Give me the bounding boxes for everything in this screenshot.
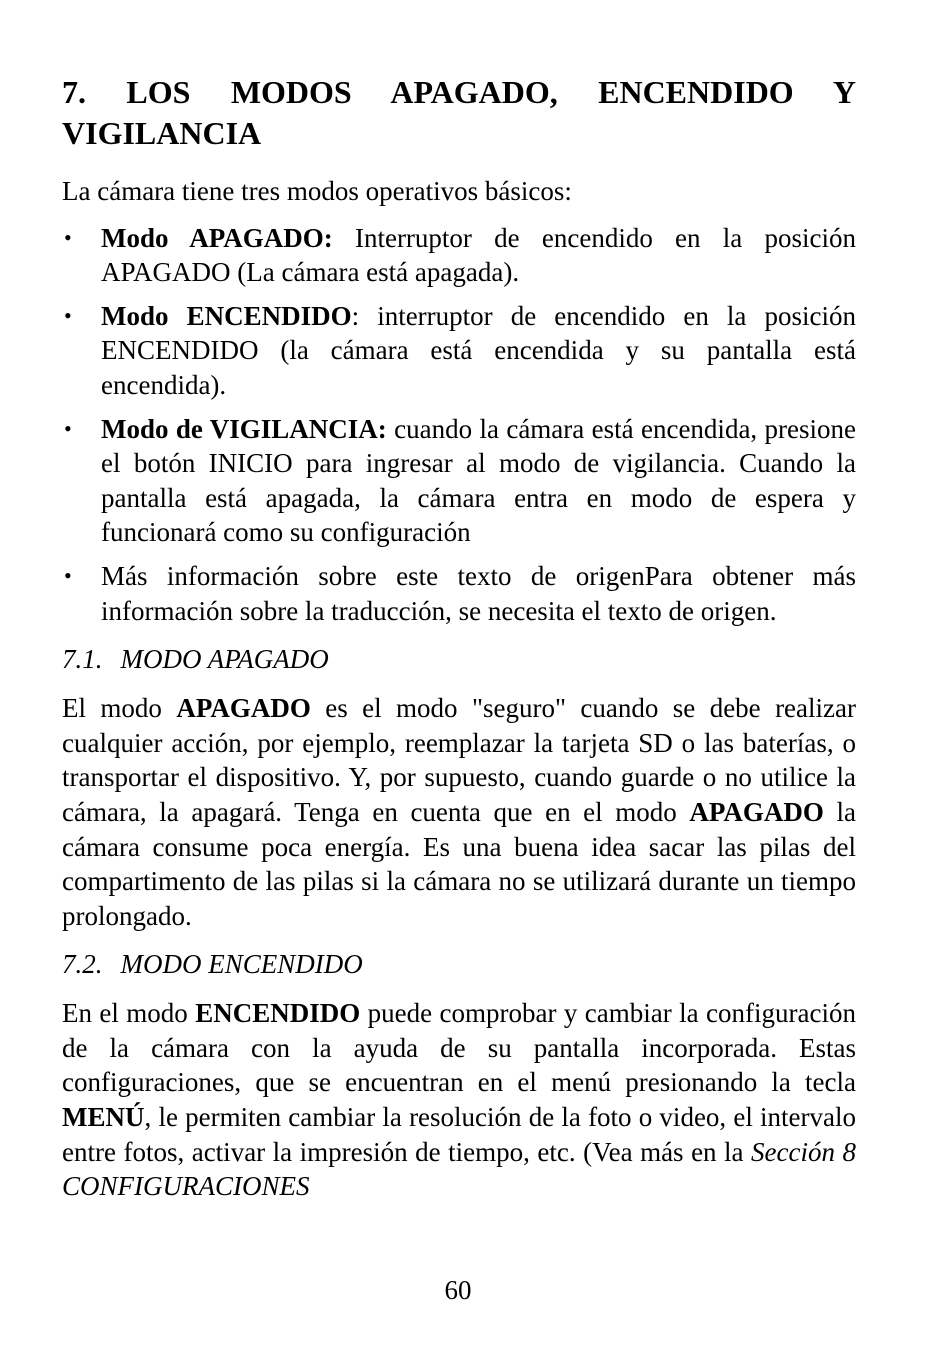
section-title: MODO APAGADO bbox=[120, 644, 329, 675]
bold-term: APAGADO bbox=[689, 796, 824, 827]
cross-reference: Sección 8 CONFIGURACIONES bbox=[62, 1136, 857, 1202]
page-number: 60 bbox=[444, 1275, 472, 1305]
section-7-2-heading bbox=[62, 947, 856, 981]
bold-term: APAGADO bbox=[176, 693, 311, 724]
mode-description: : interruptor de encendido en la posición ENCENDIDO (la cámara está encendida y su pantalla está encendida). bbox=[101, 300, 856, 400]
bold-term: ENCENDIDO bbox=[195, 998, 361, 1029]
bold-term: MENÚ bbox=[62, 1102, 145, 1133]
bullet-icon: • bbox=[64, 302, 72, 328]
section-7-1-heading bbox=[62, 642, 856, 676]
text-run: la cámara consume poca energía. Es una buena idea sacar las pilas del compartimento de las pilas si la cámara no se utilizará durante un tiempo prolongado. bbox=[62, 796, 856, 931]
section-number: 7.1. bbox=[62, 644, 103, 675]
bullet-icon: • bbox=[64, 415, 72, 441]
list-item bbox=[62, 299, 856, 403]
text-run: En el modo bbox=[62, 998, 196, 1029]
mode-label: Modo ENCENDIDO bbox=[101, 300, 352, 331]
section-number: 7.2. bbox=[62, 949, 103, 980]
chapter-heading: 7. LOS MODOS APAGADO, ENCENDIDO Y VIGILANCIA bbox=[62, 74, 856, 151]
modes-list bbox=[62, 221, 856, 629]
section-title: MODO ENCENDIDO bbox=[120, 949, 363, 980]
text-run: puede comprobar y cambiar la configuración de la cámara con la ayuda de su pantalla incorporada. Estas configuraciones, que se encuentran en el menú presionando la tecla bbox=[62, 998, 856, 1098]
text-run: es el modo "seguro" cuando se debe realizar cualquier acción, por ejemplo, reemplazar la tarjeta SD o las baterías, o transportar el dispositivo. Y, por supuesto, cuando guarde o no utilice la cámara, la apagará. Tenga en cuenta que en el modo bbox=[62, 693, 856, 827]
section-7-1-paragraph bbox=[62, 691, 856, 933]
text-run: , le permiten cambiar la resolución de la foto o video, el intervalo entre fotos, activar la impresión de tiempo, etc. (Vea más en la bbox=[62, 1102, 856, 1167]
mode-description: Más información sobre este texto de origenPara obtener más información sobre la traducción, se necesita el texto de origen. bbox=[101, 560, 856, 626]
section-7-2-paragraph bbox=[62, 996, 856, 1204]
document-page bbox=[62, 72, 856, 1204]
intro-paragraph: La cámara tiene tres modos operativos básicos: bbox=[62, 176, 572, 206]
mode-description: cuando la cámara está encendida, presione el botón INICIO para ingresar al modo de vigilancia. Cuando la pantalla está apagada, la cámara entra en modo de espera y funcionará como su configuración bbox=[101, 413, 857, 548]
bullet-icon: • bbox=[64, 224, 72, 250]
list-item bbox=[62, 412, 856, 550]
mode-label: Modo de VIGILANCIA: bbox=[101, 413, 387, 444]
mode-label: Modo APAGADO: bbox=[101, 222, 333, 253]
text-run: El modo bbox=[62, 693, 177, 724]
list-item bbox=[62, 221, 856, 290]
mode-description: Interruptor de encendido en la posición APAGADO (La cámara está apagada). bbox=[101, 222, 856, 288]
bullet-icon: • bbox=[64, 562, 72, 588]
list-item bbox=[62, 559, 856, 628]
